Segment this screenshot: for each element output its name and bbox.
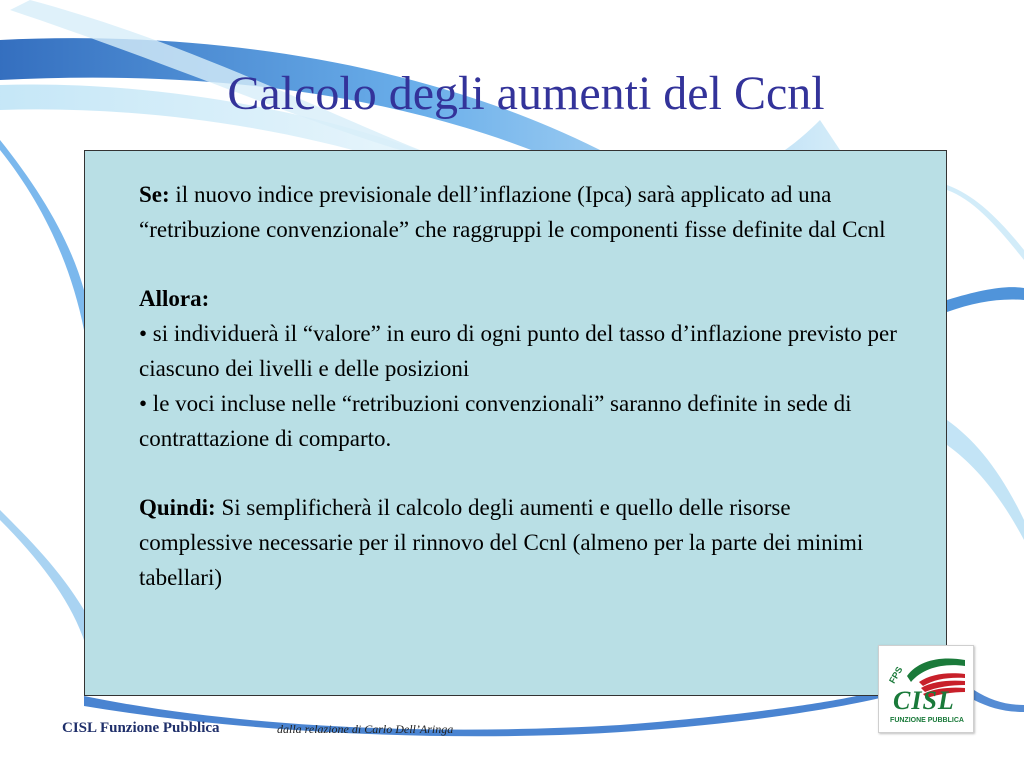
bullet-item: • si individuerà il “valore” in euro di ogni punto del tasso d’inflazione previsto per ciascuno dei livelli e delle posizioni (139, 321, 897, 381)
content-text (139, 177, 899, 595)
text-se: il nuovo indice previsionale dell’inflazione (Ipca) sarà applicato ad una “retribuzione convenzionale” che raggruppi le componenti fisse definite dal Ccnl (139, 182, 886, 242)
cisl-logo (878, 645, 974, 733)
logo-name: CISL (893, 686, 955, 715)
text-quindi: Si semplificherà il calcolo degli aumenti e quello delle risorse complessive necessarie per il rinnovo del Ccnl (almeno per la parte dei minimi tabellari) (139, 495, 864, 590)
footer-organization: CISL Funzione Pubblica (62, 720, 220, 736)
logo-fps-text: FPS (887, 664, 905, 686)
paragraph-se (139, 177, 899, 247)
paragraph-quindi (139, 490, 899, 595)
bullet-item: • le voci incluse nelle “retribuzioni convenzionali” saranno definite in sede di contrattazione di comparto. (139, 391, 852, 451)
content-box (84, 150, 947, 696)
lead-quindi: Quindi: (139, 495, 216, 520)
slide-title: Calcolo degli aumenti del Ccnl (227, 67, 825, 120)
lead-allora: Allora: (139, 286, 210, 311)
lead-se: Se: (139, 182, 170, 207)
footer-note: dalla relazione di Carlo Dell’Aringa (277, 722, 454, 736)
logo-subtitle: FUNZIONE PUBBLICA (890, 717, 964, 724)
